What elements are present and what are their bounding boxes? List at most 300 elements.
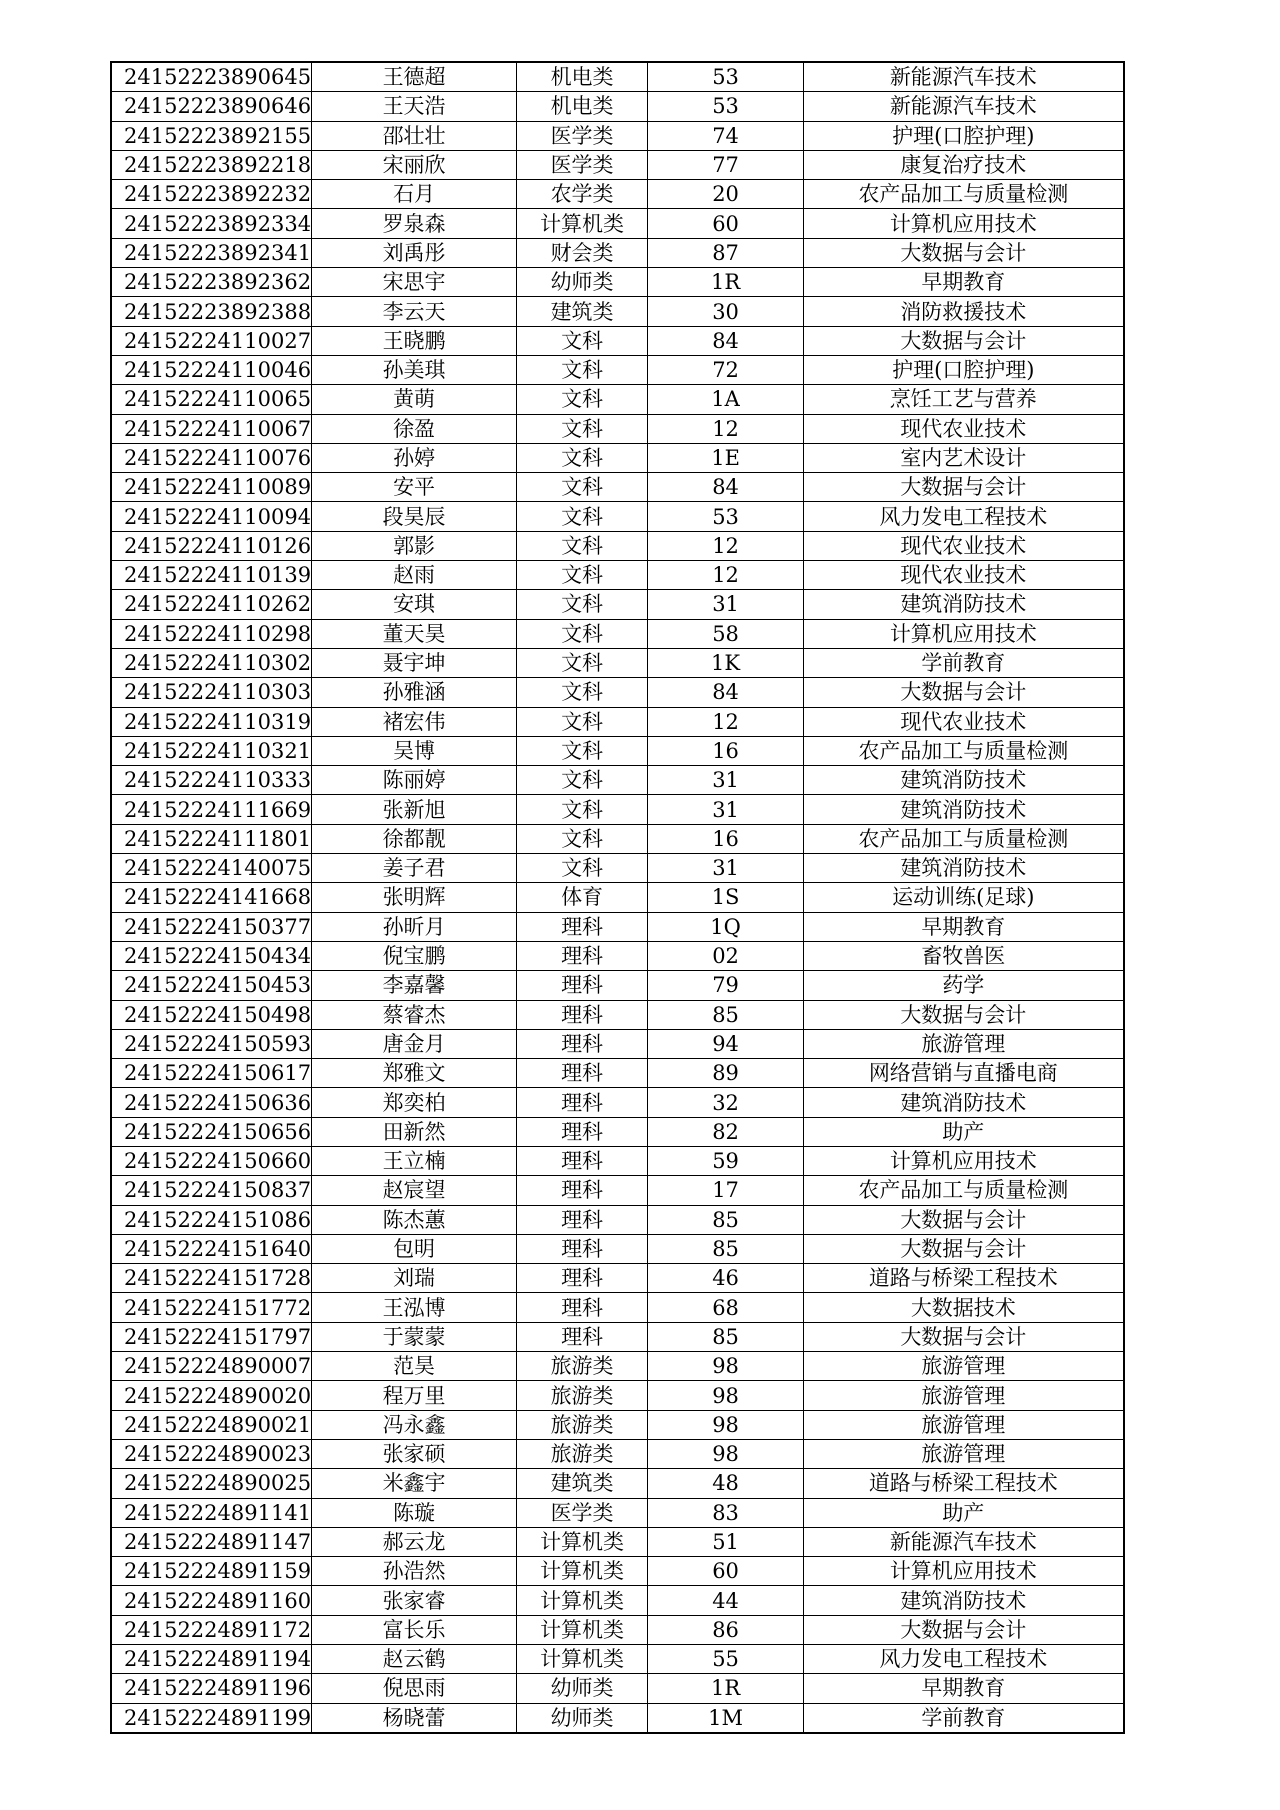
major-code-cell: 12 <box>648 561 804 590</box>
table-row <box>111 971 1124 1000</box>
major-code-cell: 1M <box>648 1703 804 1733</box>
category-cell: 旅游类 <box>517 1352 648 1381</box>
major-code-cell: 16 <box>648 736 804 765</box>
table-row <box>111 736 1124 765</box>
table-row <box>111 92 1124 121</box>
major-name-cell: 旅游管理 <box>804 1352 1124 1381</box>
major-code-cell: 98 <box>648 1439 804 1468</box>
major-name-cell: 学前教育 <box>804 1703 1124 1733</box>
category-cell: 文科 <box>517 355 648 384</box>
exam-number-cell: 24152224890007 <box>111 1352 312 1381</box>
category-cell: 理科 <box>517 971 648 1000</box>
table-row <box>111 1352 1124 1381</box>
exam-number-cell: 24152223892362 <box>111 268 312 297</box>
major-name-cell: 消防救援技术 <box>804 297 1124 326</box>
student-name-cell: 王德超 <box>312 62 517 92</box>
student-name-cell: 孙美琪 <box>312 355 517 384</box>
category-cell: 理科 <box>517 1234 648 1263</box>
exam-number-cell: 24152224110126 <box>111 531 312 560</box>
major-code-cell: 1K <box>648 648 804 677</box>
table-row <box>111 678 1124 707</box>
student-name-cell: 邵壮壮 <box>312 121 517 150</box>
table-row <box>111 1645 1124 1674</box>
major-name-cell: 烹饪工艺与营养 <box>804 385 1124 414</box>
student-name-cell: 郑雅文 <box>312 1059 517 1088</box>
student-name-cell: 唐金月 <box>312 1029 517 1058</box>
category-cell: 理科 <box>517 1322 648 1351</box>
major-name-cell: 建筑消防技术 <box>804 795 1124 824</box>
exam-number-cell: 24152224890023 <box>111 1439 312 1468</box>
student-name-cell: 陈丽婷 <box>312 766 517 795</box>
category-cell: 文科 <box>517 854 648 883</box>
table-row <box>111 707 1124 736</box>
major-code-cell: 12 <box>648 414 804 443</box>
major-name-cell: 网络营销与直播电商 <box>804 1059 1124 1088</box>
major-name-cell: 助产 <box>804 1117 1124 1146</box>
major-code-cell: 1Q <box>648 912 804 941</box>
major-code-cell: 46 <box>648 1264 804 1293</box>
major-name-cell: 新能源汽车技术 <box>804 92 1124 121</box>
table-row <box>111 1117 1124 1146</box>
major-code-cell: 77 <box>648 150 804 179</box>
major-name-cell: 护理(口腔护理) <box>804 121 1124 150</box>
major-code-cell: 31 <box>648 590 804 619</box>
student-name-cell: 孙昕月 <box>312 912 517 941</box>
exam-number-cell: 24152224891199 <box>111 1703 312 1733</box>
table-row <box>111 1381 1124 1410</box>
table-row <box>111 590 1124 619</box>
exam-number-cell: 24152224890021 <box>111 1410 312 1439</box>
major-name-cell: 大数据技术 <box>804 1293 1124 1322</box>
category-cell: 文科 <box>517 619 648 648</box>
category-cell: 理科 <box>517 1146 648 1175</box>
table-row <box>111 1439 1124 1468</box>
category-cell: 文科 <box>517 678 648 707</box>
table-row <box>111 1586 1124 1615</box>
exam-number-cell: 24152224141668 <box>111 883 312 912</box>
exam-number-cell: 24152224891196 <box>111 1674 312 1703</box>
major-code-cell: 12 <box>648 531 804 560</box>
category-cell: 幼师类 <box>517 1703 648 1733</box>
major-code-cell: 32 <box>648 1088 804 1117</box>
major-code-cell: 84 <box>648 678 804 707</box>
exam-number-cell: 24152224110262 <box>111 590 312 619</box>
major-code-cell: 98 <box>648 1381 804 1410</box>
category-cell: 体育 <box>517 883 648 912</box>
exam-number-cell: 24152224891194 <box>111 1645 312 1674</box>
category-cell: 文科 <box>517 561 648 590</box>
student-name-cell: 张家硕 <box>312 1439 517 1468</box>
major-name-cell: 农产品加工与质量检测 <box>804 180 1124 209</box>
category-cell: 文科 <box>517 443 648 472</box>
category-cell: 医学类 <box>517 150 648 179</box>
major-name-cell: 现代农业技术 <box>804 707 1124 736</box>
major-name-cell: 道路与桥梁工程技术 <box>804 1264 1124 1293</box>
category-cell: 计算机类 <box>517 1645 648 1674</box>
table-row <box>111 1146 1124 1175</box>
table-row <box>111 1498 1124 1527</box>
exam-number-cell: 24152224110298 <box>111 619 312 648</box>
major-code-cell: 59 <box>648 1146 804 1175</box>
major-name-cell: 运动训练(足球) <box>804 883 1124 912</box>
exam-number-cell: 24152224110302 <box>111 648 312 677</box>
table-row <box>111 355 1124 384</box>
exam-number-cell: 24152223892232 <box>111 180 312 209</box>
category-cell: 文科 <box>517 385 648 414</box>
major-name-cell: 大数据与会计 <box>804 1205 1124 1234</box>
table-row <box>111 1205 1124 1234</box>
major-name-cell: 计算机应用技术 <box>804 1557 1124 1586</box>
student-name-cell: 杨晓蕾 <box>312 1703 517 1733</box>
exam-number-cell: 24152223890646 <box>111 92 312 121</box>
student-name-cell: 王泓博 <box>312 1293 517 1322</box>
student-name-cell: 赵雨 <box>312 561 517 590</box>
major-code-cell: 1R <box>648 1674 804 1703</box>
table-row <box>111 502 1124 531</box>
category-cell: 文科 <box>517 326 648 355</box>
exam-number-cell: 24152224110333 <box>111 766 312 795</box>
category-cell: 理科 <box>517 941 648 970</box>
admission-table-body <box>111 62 1124 1733</box>
student-name-cell: 王立楠 <box>312 1146 517 1175</box>
major-code-cell: 72 <box>648 355 804 384</box>
major-code-cell: 20 <box>648 180 804 209</box>
table-row <box>111 414 1124 443</box>
major-code-cell: 85 <box>648 1234 804 1263</box>
category-cell: 文科 <box>517 795 648 824</box>
exam-number-cell: 24152224890025 <box>111 1469 312 1498</box>
table-row <box>111 238 1124 267</box>
table-row <box>111 1176 1124 1205</box>
major-name-cell: 室内艺术设计 <box>804 443 1124 472</box>
exam-number-cell: 24152224891172 <box>111 1615 312 1644</box>
major-code-cell: 53 <box>648 62 804 92</box>
exam-number-cell: 24152224891160 <box>111 1586 312 1615</box>
table-row <box>111 385 1124 414</box>
exam-number-cell: 24152224890020 <box>111 1381 312 1410</box>
category-cell: 旅游类 <box>517 1439 648 1468</box>
category-cell: 文科 <box>517 502 648 531</box>
exam-number-cell: 24152224111801 <box>111 824 312 853</box>
major-name-cell: 现代农业技术 <box>804 414 1124 443</box>
major-code-cell: 74 <box>648 121 804 150</box>
category-cell: 计算机类 <box>517 1615 648 1644</box>
category-cell: 理科 <box>517 1088 648 1117</box>
student-name-cell: 王天浩 <box>312 92 517 121</box>
major-code-cell: 85 <box>648 1000 804 1029</box>
major-name-cell: 现代农业技术 <box>804 561 1124 590</box>
category-cell: 文科 <box>517 414 648 443</box>
major-name-cell: 畜牧兽医 <box>804 941 1124 970</box>
major-name-cell: 农产品加工与质量检测 <box>804 736 1124 765</box>
major-code-cell: 12 <box>648 707 804 736</box>
category-cell: 文科 <box>517 473 648 502</box>
table-row <box>111 1557 1124 1586</box>
major-name-cell: 大数据与会计 <box>804 238 1124 267</box>
student-name-cell: 董天昊 <box>312 619 517 648</box>
major-code-cell: 83 <box>648 1498 804 1527</box>
category-cell: 机电类 <box>517 62 648 92</box>
major-code-cell: 68 <box>648 1293 804 1322</box>
category-cell: 医学类 <box>517 1498 648 1527</box>
exam-number-cell: 24152224891147 <box>111 1527 312 1556</box>
category-cell: 理科 <box>517 912 648 941</box>
table-row <box>111 1000 1124 1029</box>
exam-number-cell: 24152223892341 <box>111 238 312 267</box>
major-name-cell: 药学 <box>804 971 1124 1000</box>
exam-number-cell: 24152224891159 <box>111 1557 312 1586</box>
category-cell: 计算机类 <box>517 209 648 238</box>
student-name-cell: 冯永鑫 <box>312 1410 517 1439</box>
major-code-cell: 44 <box>648 1586 804 1615</box>
exam-number-cell: 24152224110303 <box>111 678 312 707</box>
major-code-cell: 82 <box>648 1117 804 1146</box>
exam-number-cell: 24152224150453 <box>111 971 312 1000</box>
category-cell: 机电类 <box>517 92 648 121</box>
major-code-cell: 79 <box>648 971 804 1000</box>
major-name-cell: 大数据与会计 <box>804 1615 1124 1644</box>
exam-number-cell: 24152224151772 <box>111 1293 312 1322</box>
major-code-cell: 94 <box>648 1029 804 1058</box>
major-name-cell: 计算机应用技术 <box>804 619 1124 648</box>
exam-number-cell: 24152224150656 <box>111 1117 312 1146</box>
student-name-cell: 郭影 <box>312 531 517 560</box>
table-row <box>111 268 1124 297</box>
table-row <box>111 1293 1124 1322</box>
exam-number-cell: 24152224110319 <box>111 707 312 736</box>
exam-number-cell: 24152223892155 <box>111 121 312 150</box>
exam-number-cell: 24152224140075 <box>111 854 312 883</box>
exam-number-cell: 24152224150434 <box>111 941 312 970</box>
student-name-cell: 徐盈 <box>312 414 517 443</box>
table-row <box>111 648 1124 677</box>
exam-number-cell: 24152223892388 <box>111 297 312 326</box>
major-code-cell: 98 <box>648 1352 804 1381</box>
student-name-cell: 宋丽欣 <box>312 150 517 179</box>
table-row <box>111 62 1124 92</box>
category-cell: 文科 <box>517 590 648 619</box>
exam-number-cell: 24152223892218 <box>111 150 312 179</box>
category-cell: 幼师类 <box>517 268 648 297</box>
table-row <box>111 1410 1124 1439</box>
table-row <box>111 297 1124 326</box>
major-code-cell: 84 <box>648 326 804 355</box>
major-code-cell: 16 <box>648 824 804 853</box>
major-name-cell: 大数据与会计 <box>804 1234 1124 1263</box>
exam-number-cell: 24152224150377 <box>111 912 312 941</box>
exam-number-cell: 24152224150660 <box>111 1146 312 1175</box>
table-row <box>111 854 1124 883</box>
table-row <box>111 1322 1124 1351</box>
student-name-cell: 赵云鹤 <box>312 1645 517 1674</box>
major-name-cell: 大数据与会计 <box>804 678 1124 707</box>
major-name-cell: 计算机应用技术 <box>804 209 1124 238</box>
exam-number-cell: 24152224891141 <box>111 1498 312 1527</box>
category-cell: 文科 <box>517 824 648 853</box>
exam-number-cell: 24152224110089 <box>111 473 312 502</box>
student-name-cell: 吴博 <box>312 736 517 765</box>
student-name-cell: 刘禹彤 <box>312 238 517 267</box>
student-name-cell: 孙雅涵 <box>312 678 517 707</box>
category-cell: 文科 <box>517 648 648 677</box>
table-row <box>111 150 1124 179</box>
major-code-cell: 31 <box>648 766 804 795</box>
major-name-cell: 建筑消防技术 <box>804 590 1124 619</box>
major-name-cell: 农产品加工与质量检测 <box>804 824 1124 853</box>
student-name-cell: 孙婷 <box>312 443 517 472</box>
exam-number-cell: 24152224151640 <box>111 1234 312 1263</box>
table-row <box>111 531 1124 560</box>
category-cell: 理科 <box>517 1264 648 1293</box>
student-name-cell: 富长乐 <box>312 1615 517 1644</box>
table-row <box>111 561 1124 590</box>
category-cell: 文科 <box>517 531 648 560</box>
exam-number-cell: 24152224110067 <box>111 414 312 443</box>
category-cell: 计算机类 <box>517 1586 648 1615</box>
major-code-cell: 86 <box>648 1615 804 1644</box>
student-name-cell: 米鑫宇 <box>312 1469 517 1498</box>
major-code-cell: 85 <box>648 1205 804 1234</box>
table-row <box>111 1674 1124 1703</box>
student-name-cell: 于蒙蒙 <box>312 1322 517 1351</box>
major-code-cell: 84 <box>648 473 804 502</box>
major-name-cell: 道路与桥梁工程技术 <box>804 1469 1124 1498</box>
table-row <box>111 180 1124 209</box>
exam-number-cell: 24152224110046 <box>111 355 312 384</box>
student-name-cell: 刘瑞 <box>312 1264 517 1293</box>
table-row <box>111 121 1124 150</box>
category-cell: 农学类 <box>517 180 648 209</box>
exam-number-cell: 24152224150498 <box>111 1000 312 1029</box>
major-code-cell: 31 <box>648 854 804 883</box>
major-name-cell: 学前教育 <box>804 648 1124 677</box>
major-code-cell: 85 <box>648 1322 804 1351</box>
category-cell: 理科 <box>517 1293 648 1322</box>
major-name-cell: 旅游管理 <box>804 1410 1124 1439</box>
major-name-cell: 早期教育 <box>804 268 1124 297</box>
table-row <box>111 1703 1124 1733</box>
exam-number-cell: 24152224151797 <box>111 1322 312 1351</box>
major-code-cell: 31 <box>648 795 804 824</box>
major-code-cell: 89 <box>648 1059 804 1088</box>
major-code-cell: 98 <box>648 1410 804 1439</box>
exam-number-cell: 24152224110076 <box>111 443 312 472</box>
major-name-cell: 大数据与会计 <box>804 473 1124 502</box>
student-name-cell: 张明辉 <box>312 883 517 912</box>
student-name-cell: 王晓鹏 <box>312 326 517 355</box>
exam-number-cell: 24152224110065 <box>111 385 312 414</box>
exam-number-cell: 24152224110321 <box>111 736 312 765</box>
major-code-cell: 60 <box>648 209 804 238</box>
table-row <box>111 473 1124 502</box>
category-cell: 理科 <box>517 1029 648 1058</box>
student-name-cell: 郝云龙 <box>312 1527 517 1556</box>
table-row <box>111 941 1124 970</box>
exam-number-cell: 24152223892334 <box>111 209 312 238</box>
student-name-cell: 郑奕柏 <box>312 1088 517 1117</box>
category-cell: 理科 <box>517 1176 648 1205</box>
exam-number-cell: 24152224110027 <box>111 326 312 355</box>
table-row <box>111 326 1124 355</box>
category-cell: 旅游类 <box>517 1410 648 1439</box>
table-row <box>111 912 1124 941</box>
student-name-cell: 包明 <box>312 1234 517 1263</box>
student-name-cell: 赵宸望 <box>312 1176 517 1205</box>
major-name-cell: 助产 <box>804 1498 1124 1527</box>
exam-number-cell: 24152224110094 <box>111 502 312 531</box>
category-cell: 计算机类 <box>517 1527 648 1556</box>
major-name-cell: 早期教育 <box>804 1674 1124 1703</box>
student-name-cell: 罗泉森 <box>312 209 517 238</box>
exam-number-cell: 24152224150617 <box>111 1059 312 1088</box>
major-name-cell: 早期教育 <box>804 912 1124 941</box>
category-cell: 财会类 <box>517 238 648 267</box>
student-name-cell: 李嘉馨 <box>312 971 517 1000</box>
major-code-cell: 1R <box>648 268 804 297</box>
major-name-cell: 风力发电工程技术 <box>804 1645 1124 1674</box>
major-code-cell: 55 <box>648 1645 804 1674</box>
exam-number-cell: 24152224150636 <box>111 1088 312 1117</box>
major-code-cell: 30 <box>648 297 804 326</box>
exam-number-cell: 24152224110139 <box>111 561 312 590</box>
major-name-cell: 新能源汽车技术 <box>804 62 1124 92</box>
major-code-cell: 58 <box>648 619 804 648</box>
category-cell: 建筑类 <box>517 297 648 326</box>
major-name-cell: 建筑消防技术 <box>804 854 1124 883</box>
table-row <box>111 1234 1124 1263</box>
category-cell: 文科 <box>517 707 648 736</box>
major-name-cell: 旅游管理 <box>804 1029 1124 1058</box>
exam-number-cell: 24152224151086 <box>111 1205 312 1234</box>
table-row <box>111 209 1124 238</box>
major-name-cell: 护理(口腔护理) <box>804 355 1124 384</box>
table-row <box>111 795 1124 824</box>
category-cell: 旅游类 <box>517 1381 648 1410</box>
major-code-cell: 60 <box>648 1557 804 1586</box>
major-code-cell: 53 <box>648 92 804 121</box>
category-cell: 计算机类 <box>517 1557 648 1586</box>
major-code-cell: 51 <box>648 1527 804 1556</box>
student-name-cell: 宋思宇 <box>312 268 517 297</box>
student-name-cell: 孙浩然 <box>312 1557 517 1586</box>
category-cell: 建筑类 <box>517 1469 648 1498</box>
category-cell: 文科 <box>517 736 648 765</box>
major-name-cell: 建筑消防技术 <box>804 1088 1124 1117</box>
table-row <box>111 824 1124 853</box>
student-name-cell: 蔡睿杰 <box>312 1000 517 1029</box>
major-name-cell: 大数据与会计 <box>804 1322 1124 1351</box>
major-name-cell: 大数据与会计 <box>804 326 1124 355</box>
student-name-cell: 陈璇 <box>312 1498 517 1527</box>
major-name-cell: 计算机应用技术 <box>804 1146 1124 1175</box>
student-name-cell: 张家睿 <box>312 1586 517 1615</box>
student-name-cell: 聂宇坤 <box>312 648 517 677</box>
exam-number-cell: 24152224150837 <box>111 1176 312 1205</box>
student-name-cell: 黄萌 <box>312 385 517 414</box>
student-name-cell: 安平 <box>312 473 517 502</box>
admission-table <box>110 61 1125 1734</box>
major-name-cell: 大数据与会计 <box>804 1000 1124 1029</box>
category-cell: 幼师类 <box>517 1674 648 1703</box>
major-code-cell: 87 <box>648 238 804 267</box>
category-cell: 理科 <box>517 1117 648 1146</box>
category-cell: 理科 <box>517 1059 648 1088</box>
exam-number-cell: 24152224111669 <box>111 795 312 824</box>
student-name-cell: 倪宝鹏 <box>312 941 517 970</box>
student-name-cell: 程万里 <box>312 1381 517 1410</box>
major-code-cell: 53 <box>648 502 804 531</box>
major-name-cell: 现代农业技术 <box>804 531 1124 560</box>
